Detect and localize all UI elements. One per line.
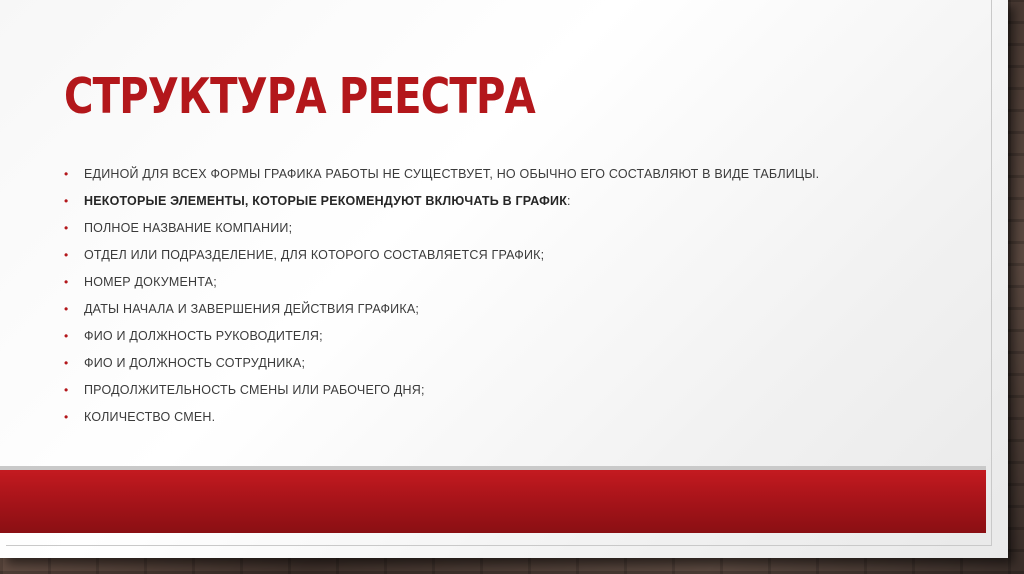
- bullet-item: [64, 242, 819, 269]
- bullet-item: [64, 215, 819, 242]
- bullet-dot-icon: •: [64, 248, 69, 262]
- bullet-text: НОМЕР ДОКУМЕНТА;: [84, 275, 217, 289]
- bullet-text: ФИО И ДОЛЖНОСТЬ РУКОВОДИТЕЛЯ;: [84, 329, 323, 343]
- bullet-item: [64, 188, 819, 215]
- bullet-dot-icon: •: [64, 302, 69, 316]
- bullet-dot-icon: •: [64, 275, 69, 289]
- bullet-item: [64, 269, 819, 296]
- bullet-item: [64, 161, 819, 188]
- bullet-item: [64, 296, 819, 323]
- bullet-text: ПРОДОЛЖИТЕЛЬНОСТЬ СМЕНЫ ИЛИ РАБОЧЕГО ДНЯ;: [84, 383, 425, 397]
- bullet-dot-icon: •: [64, 167, 69, 181]
- bullet-text: ДАТЫ НАЧАЛА И ЗАВЕРШЕНИЯ ДЕЙСТВИЯ ГРАФИКА;: [84, 302, 420, 316]
- bullet-text: КОЛИЧЕСТВО СМЕН.: [84, 410, 216, 424]
- bullet-dot-icon: •: [64, 410, 69, 424]
- bullet-dot-icon: •: [64, 356, 69, 370]
- bullet-item: [64, 404, 819, 431]
- bullet-dot-icon: •: [64, 221, 69, 235]
- bullet-text: ПОЛНОЕ НАЗВАНИЕ КОМПАНИИ;: [84, 221, 293, 235]
- bullet-item: [64, 350, 819, 377]
- bullet-dot-icon: •: [64, 329, 69, 343]
- footer-red-band: [0, 470, 986, 533]
- bullet-text-bold: НЕКОТОРЫЕ ЭЛЕМЕНТЫ, КОТОРЫЕ РЕКОМЕНДУЮТ ВКЛЮЧАТЬ В ГРАФИК: [84, 194, 568, 208]
- bullet-text: ФИО И ДОЛЖНОСТЬ СОТРУДНИКА;: [84, 356, 306, 370]
- bullet-text-suffix: :: [567, 194, 571, 208]
- slide-title: СТРУКТУРА РЕЕСТРА: [64, 68, 535, 125]
- bullet-item: [64, 323, 819, 350]
- bullet-dot-icon: •: [64, 383, 69, 397]
- bullet-list: [64, 161, 819, 431]
- bullet-text: ОТДЕЛ ИЛИ ПОДРАЗДЕЛЕНИЕ, ДЛЯ КОТОРОГО СОСТАВЛЯЕТСЯ ГРАФИК;: [84, 248, 545, 262]
- bullet-dot-icon: •: [64, 194, 69, 208]
- bullet-text: ЕДИНОЙ ДЛЯ ВСЕХ ФОРМЫ ГРАФИКА РАБОТЫ НЕ СУЩЕСТВУЕТ, НО ОБЫЧНО ЕГО СОСТАВЛЯЮТ В ВИДЕ ТАБЛИЦЫ.: [84, 167, 820, 181]
- bullet-item: [64, 377, 819, 404]
